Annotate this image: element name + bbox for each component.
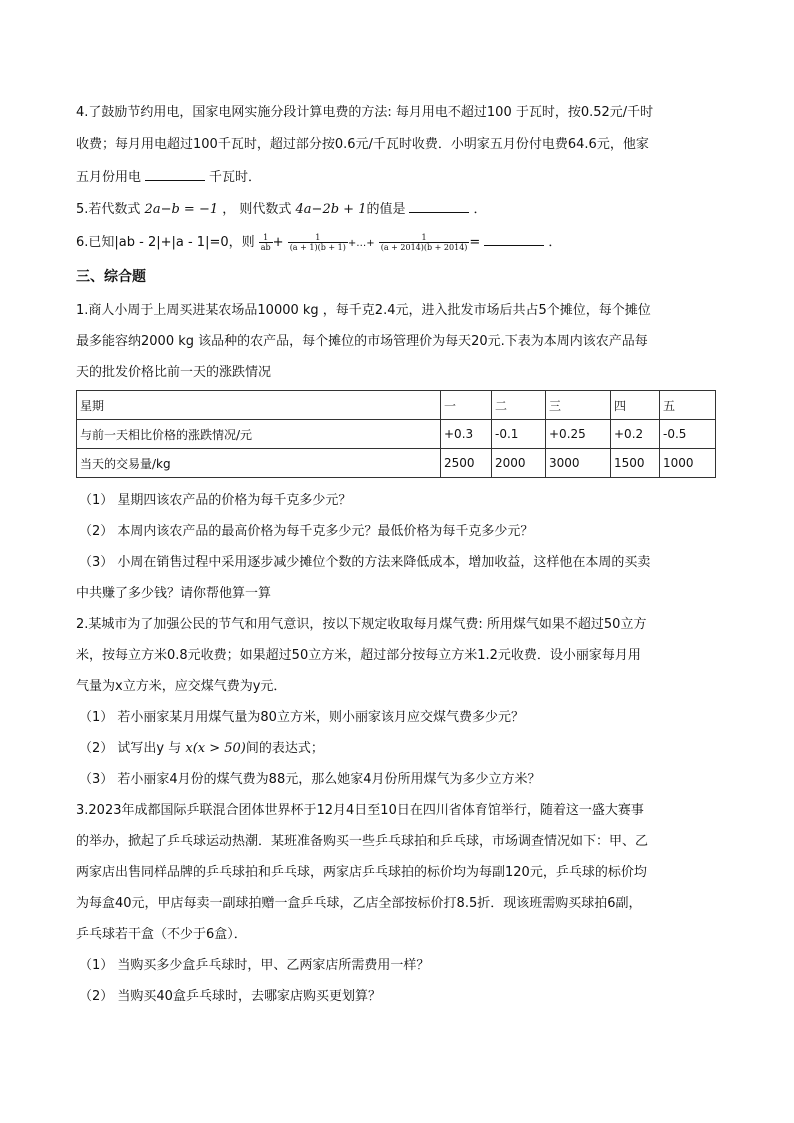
p2-sub1: （1） 若小丽家某月用煤气量为80立方米，则小丽家该月应交煤气费多少元？ xyxy=(79,710,524,725)
p3-line5: 乒乓球若干盒（不少于6盒）． xyxy=(76,927,247,942)
table-cell: 3000 xyxy=(546,449,611,478)
answer-blank xyxy=(145,168,205,181)
answer-blank xyxy=(409,200,469,213)
fraction-2 xyxy=(288,233,348,252)
q4-line2: 收费；每月用电超过100千瓦时，超过部分按0.6元/千瓦时收费．小明家五月份付电费64.6元，他家 xyxy=(76,137,649,152)
p2-sub2-expression: x(x > 50) xyxy=(185,741,246,756)
table-cell: +0.3 xyxy=(441,420,492,449)
table-cell: 2500 xyxy=(441,449,492,478)
q5-prefix: 5.若代数式 xyxy=(76,202,141,217)
q5-expression-2: 4a−2b + 1 xyxy=(295,202,367,217)
table-cell: 与前一天相比价格的涨跌情况/元 xyxy=(77,420,441,449)
q4-line3-unit: 千瓦时． xyxy=(209,170,262,185)
table-cell: +0.2 xyxy=(611,420,660,449)
p3-line2: 的举办，掀起了乒乓球运动热潮．某班准备购买一些乒乓球拍和乒乓球，市场调查情况如下：甲、乙 xyxy=(76,834,649,849)
fraction-1-numerator: 1 xyxy=(259,233,273,243)
p3-line4: 为每盒40元，甲店每卖一副球拍赠一盒乒乓球，乙店全部按标价打8.5折．现该班需购买球拍6副， xyxy=(76,896,642,911)
fraction-3-denominator: (a + 2014)(b + 2014) xyxy=(380,243,468,252)
table-cell: 五 xyxy=(660,391,716,420)
fraction-3 xyxy=(379,233,470,252)
p2-line2: 米，按每立方米0.8元收费；如果超过50立方米，超过部分按每立方米1.2元收费．设小丽家每月用 xyxy=(76,648,641,663)
fraction-1-denominator: ab xyxy=(260,243,271,252)
table-cell: 二 xyxy=(492,391,546,420)
table-cell: 1500 xyxy=(611,449,660,478)
answer-blank xyxy=(484,233,544,246)
table-cell: -0.1 xyxy=(492,420,546,449)
table-cell: -0.5 xyxy=(660,420,716,449)
fraction-1 xyxy=(259,233,273,252)
p2-sub2 xyxy=(79,740,324,758)
table-cell: 当天的交易量/kg xyxy=(77,449,441,478)
p3-sub1: （1） 当购买多少盒乒乓球时，甲、乙两家店所需费用一样？ xyxy=(79,958,430,973)
p2-sub3: （3） 若小丽家4月份的煤气费为88元，那么她家4月份所用煤气为多少立方米？ xyxy=(79,772,541,787)
price-table xyxy=(76,390,716,478)
p1-line3: 天的批发价格比前一天的涨跌情况 xyxy=(76,365,272,380)
q6-end: ． xyxy=(548,235,562,250)
fraction-2-denominator: (a + 1)(b + 1) xyxy=(289,243,346,252)
table-cell: 星期 xyxy=(77,391,441,420)
table-cell: +0.25 xyxy=(546,420,611,449)
p3-line1: 3.2023年成都国际乒联混合团体世界杯于12月4日至10日在四川省体育馆举行，随着这一盛大赛事 xyxy=(76,803,644,818)
p3-line3: 两家店出售同样品牌的乒乓球拍和乒乓球，两家店乒乓球拍的标价均为每副120元，乒乓球的标价均 xyxy=(76,865,647,880)
q5-line xyxy=(76,200,487,219)
table-cell: 四 xyxy=(611,391,660,420)
p2-line1: 2.某城市为了加强公民的节气和用气意识，按以下规定收取每月煤气费: 所用煤气如果不超过50立方 xyxy=(76,617,647,632)
p1-sub2: （2） 本周内该农产品的最高价格为每千克多少元？最低价格为每千克多少元？ xyxy=(79,524,534,539)
q6-prefix: 6.已知|ab - 2|+|a - 1|=0，则 xyxy=(76,235,255,250)
q6-line: 6.已知|ab - 2|+|a - 1|=0，则 $\frac{1}{ab}$ + $\frac{1}{(a + 1)(b + 1)}$ +…+ $\frac{1}{(a + 2014)(b + 2014)}$ = ． xyxy=(76,233,562,252)
q4-line3-text: 五月份用电 xyxy=(76,170,142,185)
p1-sub1: （1） 星期四该农产品的价格为每千克多少元？ xyxy=(79,493,352,508)
table-row xyxy=(77,391,716,420)
section-title: 三、综合题 xyxy=(76,269,146,285)
q5-middle: ， 则代数式 xyxy=(222,202,292,217)
table-cell: 2000 xyxy=(492,449,546,478)
p1-sub3a: （3） 小周在销售过程中采用逐步减少摊位个数的方法来降低成本，增加收益，这样他在本周的买卖 xyxy=(79,555,651,570)
table-cell: 一 xyxy=(441,391,492,420)
p2-line3: 气量为x立方米，应交煤气费为y元． xyxy=(76,679,287,694)
p2-sub2-prefix: （2） 试写出y 与 xyxy=(79,741,182,756)
fraction-3-numerator: 1 xyxy=(379,233,470,243)
q5-expression-1: 2a−b = −1 xyxy=(144,202,219,217)
table-row xyxy=(77,420,716,449)
q5-suffix: 的值是 xyxy=(366,202,406,217)
table-cell: 1000 xyxy=(660,449,716,478)
p3-sub2: （2） 当购买40盒乒乓球时，去哪家店购买更划算？ xyxy=(79,989,381,1004)
q6-equals: = xyxy=(469,235,481,250)
q6-ellipsis: +…+ xyxy=(347,238,375,249)
p1-line1: 1.商人小周于上周买进某农场品10000 kg ，每千克2.4元，进入批发市场后共占5个摊位，每个摊位 xyxy=(76,303,651,318)
q4-line3 xyxy=(76,168,261,187)
q4-line1: 4.了鼓励节约用电，国家电网实施分段计算电费的方法: 每月用电不超过100 于瓦时，按0.52元/千时 xyxy=(76,105,654,120)
fraction-2-numerator: 1 xyxy=(288,233,348,243)
p1-sub3b: 中共赚了多少钱？请你帮他算一算 xyxy=(76,586,272,601)
p1-line2: 最多能容纳2000 kg 该品种的农产品，每个摊位的市场管理价为每天20元.下表为本周内该农产品每 xyxy=(76,334,648,349)
p2-sub2-suffix: 间的表达式； xyxy=(245,741,324,756)
q5-end: ． xyxy=(473,202,487,217)
table-row xyxy=(77,449,716,478)
table-cell: 三 xyxy=(546,391,611,420)
